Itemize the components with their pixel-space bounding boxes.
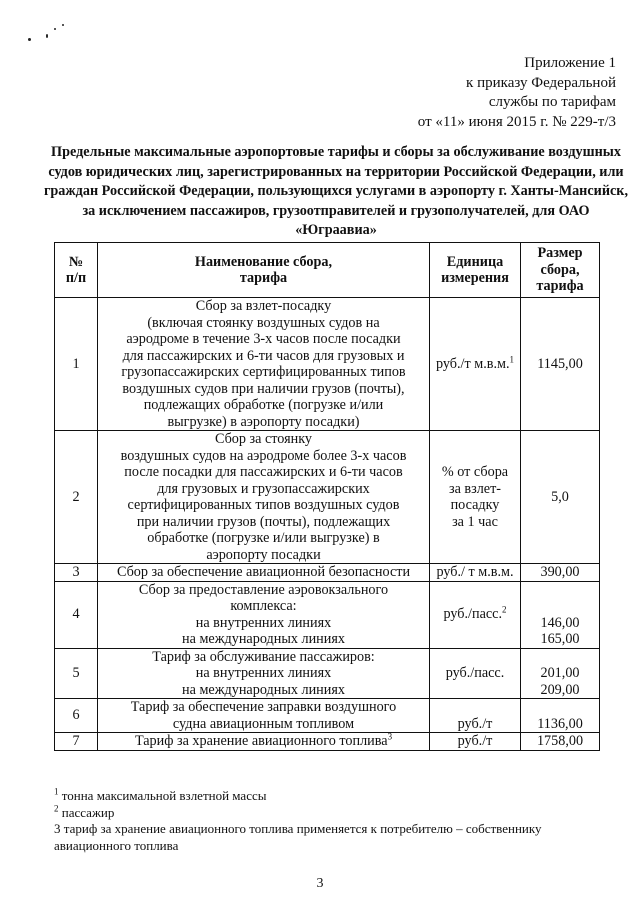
- table-row: [55, 564, 600, 582]
- fee-name-line: грузопассажирских сертифицированных типов: [121, 364, 406, 380]
- scan-speck: [28, 38, 31, 41]
- row-number: 2: [55, 431, 98, 564]
- table-row: [55, 581, 600, 648]
- fee-name-line: при наличии грузов (почты), подлежащих: [136, 513, 391, 530]
- header-num: № п/п: [55, 243, 98, 298]
- fee-name-line: на международных линиях: [182, 681, 345, 698]
- fee-name-line: (включая стоянку воздушных судов на: [147, 314, 380, 331]
- fee-name: [98, 699, 430, 733]
- unit-of-measure: руб./ т м.в.м.: [430, 564, 521, 582]
- row-number: 5: [55, 648, 98, 699]
- unit-of-measure: руб./т м.в.м.$^1$: [430, 298, 521, 431]
- appendix-label: Приложение 1: [524, 55, 616, 71]
- footnotes: [54, 788, 614, 854]
- header-unit: Единица измерения: [430, 243, 521, 298]
- page-number: 3: [316, 876, 324, 891]
- fee-name-line: аэропорту посадки: [206, 546, 321, 563]
- fee-name-line: судна авиационным топливом: [172, 715, 355, 732]
- appendix-header: [356, 54, 616, 132]
- header-name: Наименование сбора, тарифа: [98, 243, 430, 298]
- fee-value: 1145,00: [521, 298, 600, 431]
- fee-value: 201,00 209,00: [521, 648, 600, 699]
- scan-speck: [54, 28, 56, 30]
- footnote-ref: 2: [502, 604, 507, 615]
- fee-value: 146,00 165,00: [521, 581, 600, 648]
- fee-name-line: на международных линиях: [182, 631, 345, 647]
- fee-name-line: воздушных судов на аэродроме более 3-х часов: [120, 447, 407, 464]
- row-number: 7: [55, 733, 98, 751]
- order-date-number: от «11» июня 2015 г. № 229-т/3: [417, 113, 616, 130]
- fee-name-line: Тариф за хранение авиационного топлива$^3$: [134, 731, 393, 749]
- row-number: 3: [55, 564, 98, 582]
- fee-name-line: после посадки для пассажирских и 6-ти часов: [124, 464, 403, 480]
- row-number: 1: [55, 298, 98, 431]
- header-value: Размер сбора, тарифа: [521, 243, 600, 298]
- tariff-table: [54, 242, 600, 751]
- unit-of-measure: руб./т: [430, 733, 521, 751]
- unit-of-measure: руб./пасс.$^2$: [430, 581, 521, 648]
- unit-of-measure: % от сбора за взлет- посадку за 1 час: [430, 431, 521, 564]
- fee-name-line: обработке (погрузке и/или выгрузке) в: [147, 530, 380, 546]
- fee-name: [98, 733, 430, 751]
- fee-name-line: для грузовых и грузопассажирских: [157, 480, 370, 497]
- fee-value: 1136,00: [521, 699, 600, 733]
- fee-name-line: на внутренних линиях: [195, 665, 332, 681]
- fee-name-line: подлежащих обработке (погрузке и/или: [143, 397, 384, 413]
- table-row: [55, 431, 600, 564]
- fee-name-line: воздушных судов при наличии грузов (почты),: [122, 380, 405, 397]
- table-header-row: [55, 243, 600, 298]
- order-reference: к приказу Федеральной: [466, 74, 616, 91]
- fee-name-line: Тариф за обеспечение заправки воздушного: [130, 699, 397, 715]
- fee-name-line: комплекса:: [230, 598, 297, 614]
- fee-value: 1758,00: [521, 733, 600, 751]
- footnote-item: $^2$ пассажир: [54, 803, 115, 820]
- fee-name: [98, 648, 430, 699]
- unit-of-measure: руб./пасс.: [430, 648, 521, 699]
- fee-name-line: для пассажирских и 6-ти часов для грузовых и: [122, 347, 405, 364]
- footnote-ref: 3: [387, 731, 393, 742]
- row-number: 4: [55, 581, 98, 648]
- table-row: [55, 298, 600, 431]
- footnote-ref: 1: [509, 354, 515, 365]
- fee-name-line: сертифицированных типов воздушных судов: [127, 497, 400, 513]
- fee-name-line: выгрузке) в аэропорту посадки): [167, 413, 360, 430]
- footnote-item: 3 тариф за хранение авиационного топлива применяется к потребителю – собственнику авиационного топлива: [54, 821, 542, 853]
- fee-name: [98, 564, 430, 582]
- row-number: 6: [55, 699, 98, 733]
- fee-name-line: аэродроме в течение 3-х часов после посадки: [126, 331, 401, 347]
- fee-name-line: Тариф за обслуживание пассажиров:: [152, 648, 375, 665]
- unit-of-measure: руб./т: [430, 699, 521, 733]
- table-body: [55, 298, 600, 751]
- fee-value: 5,0: [521, 431, 600, 564]
- table-row: [55, 733, 600, 751]
- fee-name-line: Сбор за предоставление аэровокзального: [138, 581, 389, 598]
- fee-name: [98, 298, 430, 431]
- table-row: [55, 699, 600, 733]
- fee-name-line: Сбор за обеспечение авиационной безопасности: [116, 564, 411, 580]
- fee-name: [98, 431, 430, 564]
- footnote-item: $^1$ тонна максимальной взлетной массы: [54, 786, 267, 803]
- scan-speck: [62, 24, 64, 26]
- fee-name-line: Сбор за стоянку: [214, 431, 313, 447]
- table-row: [55, 648, 600, 699]
- document-title: Предельные максимальные аэропортовые тарифы и сборы за обслуживание воздушных судов юридических лиц, зарегистрированных на территории Российской Федерации, или граждан Российской Федерации, пользующихся услугами в аэропорту г. Ханты-Мансийск, за исключением пассажиров, грузоотправителей и грузополучателей, для ОАО «Юграавиа»: [43, 144, 629, 239]
- fee-name-line: на внутренних линиях: [195, 614, 332, 631]
- fee-value: 390,00: [521, 564, 600, 582]
- scan-speck: [46, 34, 48, 38]
- order-issuer: службы по тарифам: [488, 94, 616, 110]
- fee-name: [98, 581, 430, 648]
- fee-name-line: Сбор за взлет-посадку: [195, 298, 332, 314]
